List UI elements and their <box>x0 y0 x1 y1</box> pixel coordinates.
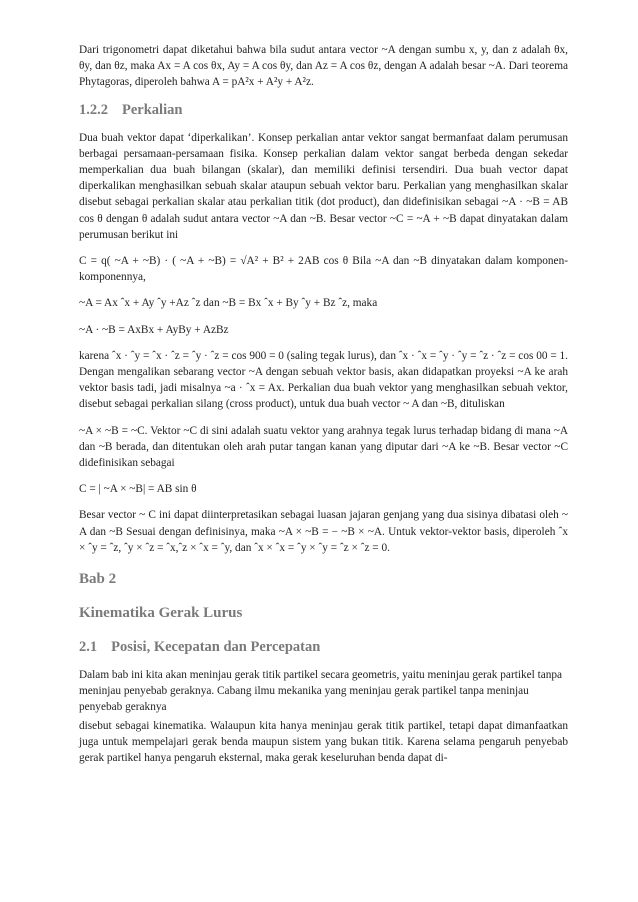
section-number: 1.2.2 <box>79 101 108 118</box>
paragraph-cross-product: ~A × ~B = ~C. Vektor ~C di sini adalah suatu vektor yang arahnya tegak lurus terhadap bidang di mana ~A dan ~B berada, dan ditentukan oleh arah putar tangan kanan yang diputar dari ~A ke ~B. Besar vector ~C didefinisikan sebagai <box>79 424 568 470</box>
chapter-title: Kinematika Gerak Lurus <box>79 605 243 622</box>
paragraph-component-form: ~A = Ax ˆx + Ay ˆy +Az ˆz dan ~B = Bx ˆx + By ˆy + Bz ˆz, maka <box>79 297 378 310</box>
paragraph-trigonometry: Dari trigonometri dapat diketahui bahwa bila sudut antara vector ~A dengan sumbu x, y, dan z adalah θx, θy, dan θz, maka Ax = A cos θx, Ay = A cos θy, dan Az = A cos θz, dengan A adalah besar ~A. Dari teorema Phytagoras, diperoleh bahwa A = pA²x + A²y + A²z. <box>79 44 568 89</box>
paragraph-parallelogram: Besar vector ~ C ini dapat diinterpretasikan sebagai luasan jajaran genjang yang dua sisinya dibatasi oleh ~ A dan ~B Sesuai dengan definisinya, maka ~A × ~B = − ~B × ~A. Untuk vektor-vektor basis, diperoleh ˆx × ˆy = ˆz, ˆy × ˆz = ˆx,ˆz × ˆx = ˆy, dan ˆx × ˆx = ˆy × ˆy = ˆz × ˆz = 0. <box>79 509 568 554</box>
paragraph-vector-product-intro: Dua buah vektor dapat ‘diperkalikan’. Konsep perkalian antar vektor sangat bermanfaat dalam perumusan berbagai persamaan-persamaan fisika. Konsep perkalian dalam vektor sangat berbeda dengan sekedar memperkalian dua buah bilangan (skalar), dan memiliki definisi tersendiri. Dua buah vector dapat diperkalikan menghasilkan sebuah skalar ataupun sebuah vektor baru. Perkalian yang menghasilkan skalar disebut sebagai perkalian skalar atau perkalian titik (dot product), dan didefinisikan sebagai ~A · ~B = AB cos θ dengan θ adalah sudut antara vector ~A dan ~B. Besar vector ~C = ~A + ~B dapat dinyatakan dalam perumusan berikut ini <box>79 131 568 241</box>
section-title: Posisi, Kecepatan dan Percepatan <box>111 639 321 656</box>
chapter-label: Bab 2 <box>79 571 117 588</box>
paragraph-kinematics-continued: disebut sebagai kinematika. Walaupun kita hanya meninjau gerak titik partikel, tetapi dapat dimanfaatkan juga untuk mempelajari gerak benda maupun sistem yang bukan titik. Karena selama pengaruh penyebab gerak partikel hanya pengaruh eksternal, maka gerak keseluruhan benda dapat di- <box>79 719 568 765</box>
paragraph-dot-product-formula: ~A · ~B = AxBx + AyBy + AzBz <box>79 323 229 336</box>
section-number: 2.1 <box>79 639 98 656</box>
paragraph-cross-magnitude: C = | ~A × ~B| = AB sin θ <box>79 483 197 496</box>
section-heading-1-2-2 <box>79 101 568 119</box>
paragraph-magnitude-formula: C = q( ~A + ~B) · ( ~A + ~B) = √A² + B² + 2AB cos θ Bila ~A dan ~B dinyatakan dalam komponen-komponennya, <box>79 255 568 284</box>
section-heading-2-1 <box>79 638 568 656</box>
paragraph-kinematics-intro: Dalam bab ini kita akan meninjau gerak titik partikel secara geometris, yaitu meninjau gerak partikel tanpa meninjau penyebab geraknya. Cabang ilmu mekanika yang meninjau gerak partikel tanpa meninjau penyebab geraknya <box>79 669 563 714</box>
section-title: Perkalian <box>122 101 183 118</box>
paragraph-basis-vectors: karena ˆx · ˆy = ˆx · ˆz = ˆy · ˆz = cos 900 = 0 (saling tegak lurus), dan ˆx · ˆx = ˆy · ˆy = ˆz · ˆz = cos 00 = 1. Dengan mengalikan sebarang vector ~A dengan sebuah vektor basis, akan didapatkan proyeksi ~A ke arah vektor basis tadi, jadi misalnya ~a · ˆx = Ax. Perkalian dua buah vektor yang menghasilkan sebuah vektor, disebut sebagai perkalian silang (cross product), untuk dua buah vector ~ A dan ~B, dituliskan <box>79 349 568 411</box>
